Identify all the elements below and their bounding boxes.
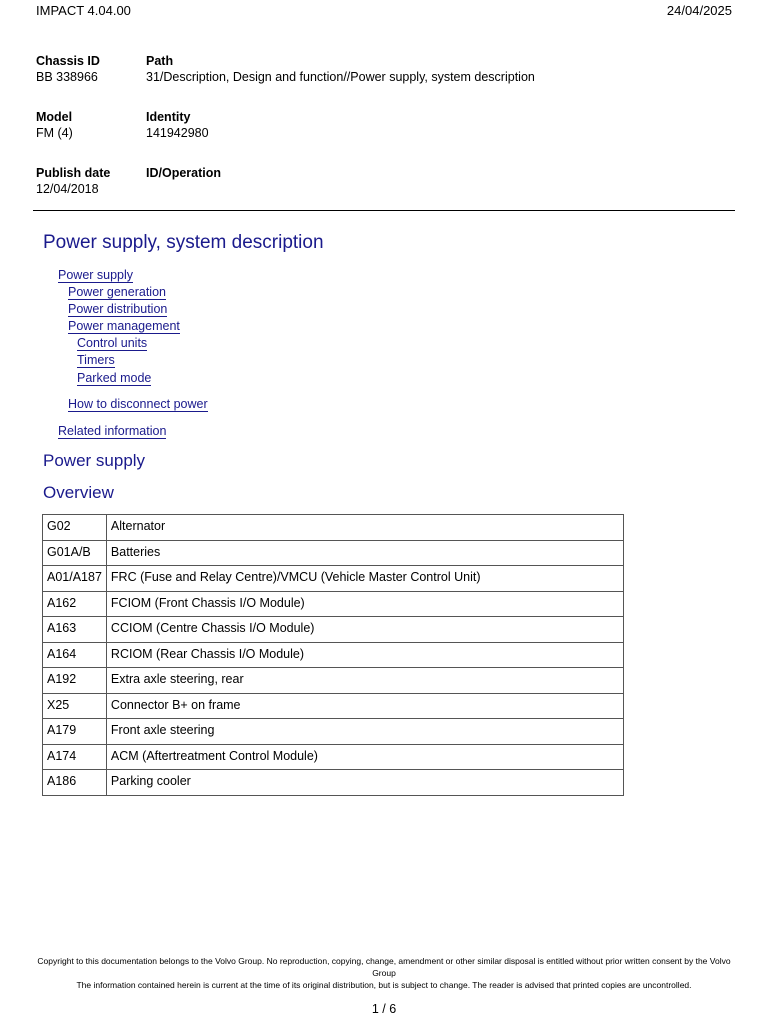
toc-link-power-supply[interactable]: Power supply xyxy=(58,268,134,282)
toc-link-power-management[interactable]: Power management xyxy=(68,319,180,333)
component-description: Extra axle steering, rear xyxy=(106,668,623,694)
page-title: Power supply, system description xyxy=(43,232,324,253)
app-version: IMPACT 4.04.00 xyxy=(36,3,131,18)
identity-value: 141942980 xyxy=(146,126,209,140)
component-description: CCIOM (Centre Chassis I/O Module) xyxy=(106,617,623,643)
table-row xyxy=(43,693,624,719)
table-row xyxy=(43,515,624,541)
toc-link-power-distribution[interactable]: Power distribution xyxy=(68,302,168,316)
component-description: Parking cooler xyxy=(106,770,623,796)
toc-link-parked-mode[interactable]: Parked mode xyxy=(77,371,152,385)
component-code: A192 xyxy=(43,668,107,694)
table-row xyxy=(43,719,624,745)
model-label: Model xyxy=(36,110,73,124)
table-row xyxy=(43,770,624,796)
component-code: A174 xyxy=(43,744,107,770)
component-description: FRC (Fuse and Relay Centre)/VMCU (Vehicle Master Control Unit) xyxy=(106,566,623,592)
component-code: A186 xyxy=(43,770,107,796)
path-value: 31/Description, Design and function//Power supply, system description xyxy=(146,70,535,84)
chassis-id-label: Chassis ID xyxy=(36,54,100,68)
overview-table xyxy=(42,514,624,796)
table-row xyxy=(43,668,624,694)
subsection-heading-overview: Overview xyxy=(43,483,114,502)
component-code: A164 xyxy=(43,642,107,668)
header-divider xyxy=(33,210,735,211)
component-description: ACM (Aftertreatment Control Module) xyxy=(106,744,623,770)
publish-date-label: Publish date xyxy=(36,166,111,180)
table-row xyxy=(43,642,624,668)
path-label: Path xyxy=(146,54,174,68)
table-row xyxy=(43,617,624,643)
distribution-notice: The information contained herein is current at the time of its original distribution, but is subject to change. The reader is advised that printed copies are uncontrolled. xyxy=(76,980,692,990)
print-date: 24/04/2025 xyxy=(666,3,732,18)
table-row xyxy=(43,591,624,617)
copyright-footer xyxy=(30,955,738,991)
model-value: FM (4) xyxy=(36,126,73,140)
toc-link-power-generation[interactable]: Power generation xyxy=(68,285,166,299)
component-code: G01A/B xyxy=(43,540,107,566)
page-number: 1 / 6 xyxy=(371,1002,397,1016)
section-heading-power-supply: Power supply xyxy=(43,451,146,470)
component-code: X25 xyxy=(43,693,107,719)
id-operation-label: ID/Operation xyxy=(146,166,222,180)
identity-label: Identity xyxy=(146,110,191,124)
component-description: FCIOM (Front Chassis I/O Module) xyxy=(106,591,623,617)
component-description: Alternator xyxy=(106,515,623,541)
component-code: G02 xyxy=(43,515,107,541)
chassis-id-value: BB 338966 xyxy=(36,70,98,84)
toc-link-disconnect-power[interactable]: How to disconnect power xyxy=(68,397,208,411)
toc-link-timers[interactable]: Timers xyxy=(77,353,115,367)
component-description: Front axle steering xyxy=(106,719,623,745)
toc-link-control-units[interactable]: Control units xyxy=(77,336,148,350)
component-code: A01/A187 xyxy=(43,566,107,592)
component-code: A162 xyxy=(43,591,107,617)
component-code: A179 xyxy=(43,719,107,745)
component-description: RCIOM (Rear Chassis I/O Module) xyxy=(106,642,623,668)
copyright-notice: Copyright to this documentation belongs to the Volvo Group. No reproduction, copying, change, amendment or other similar disposal is entitled without prior written consent by the Volvo Group xyxy=(37,956,731,978)
table-row xyxy=(43,744,624,770)
table-row xyxy=(43,540,624,566)
table-row xyxy=(43,566,624,592)
component-code: A163 xyxy=(43,617,107,643)
publish-date-value: 12/04/2018 xyxy=(36,182,99,196)
toc-link-related-information[interactable]: Related information xyxy=(58,424,167,438)
component-description: Connector B+ on frame xyxy=(106,693,623,719)
component-description: Batteries xyxy=(106,540,623,566)
